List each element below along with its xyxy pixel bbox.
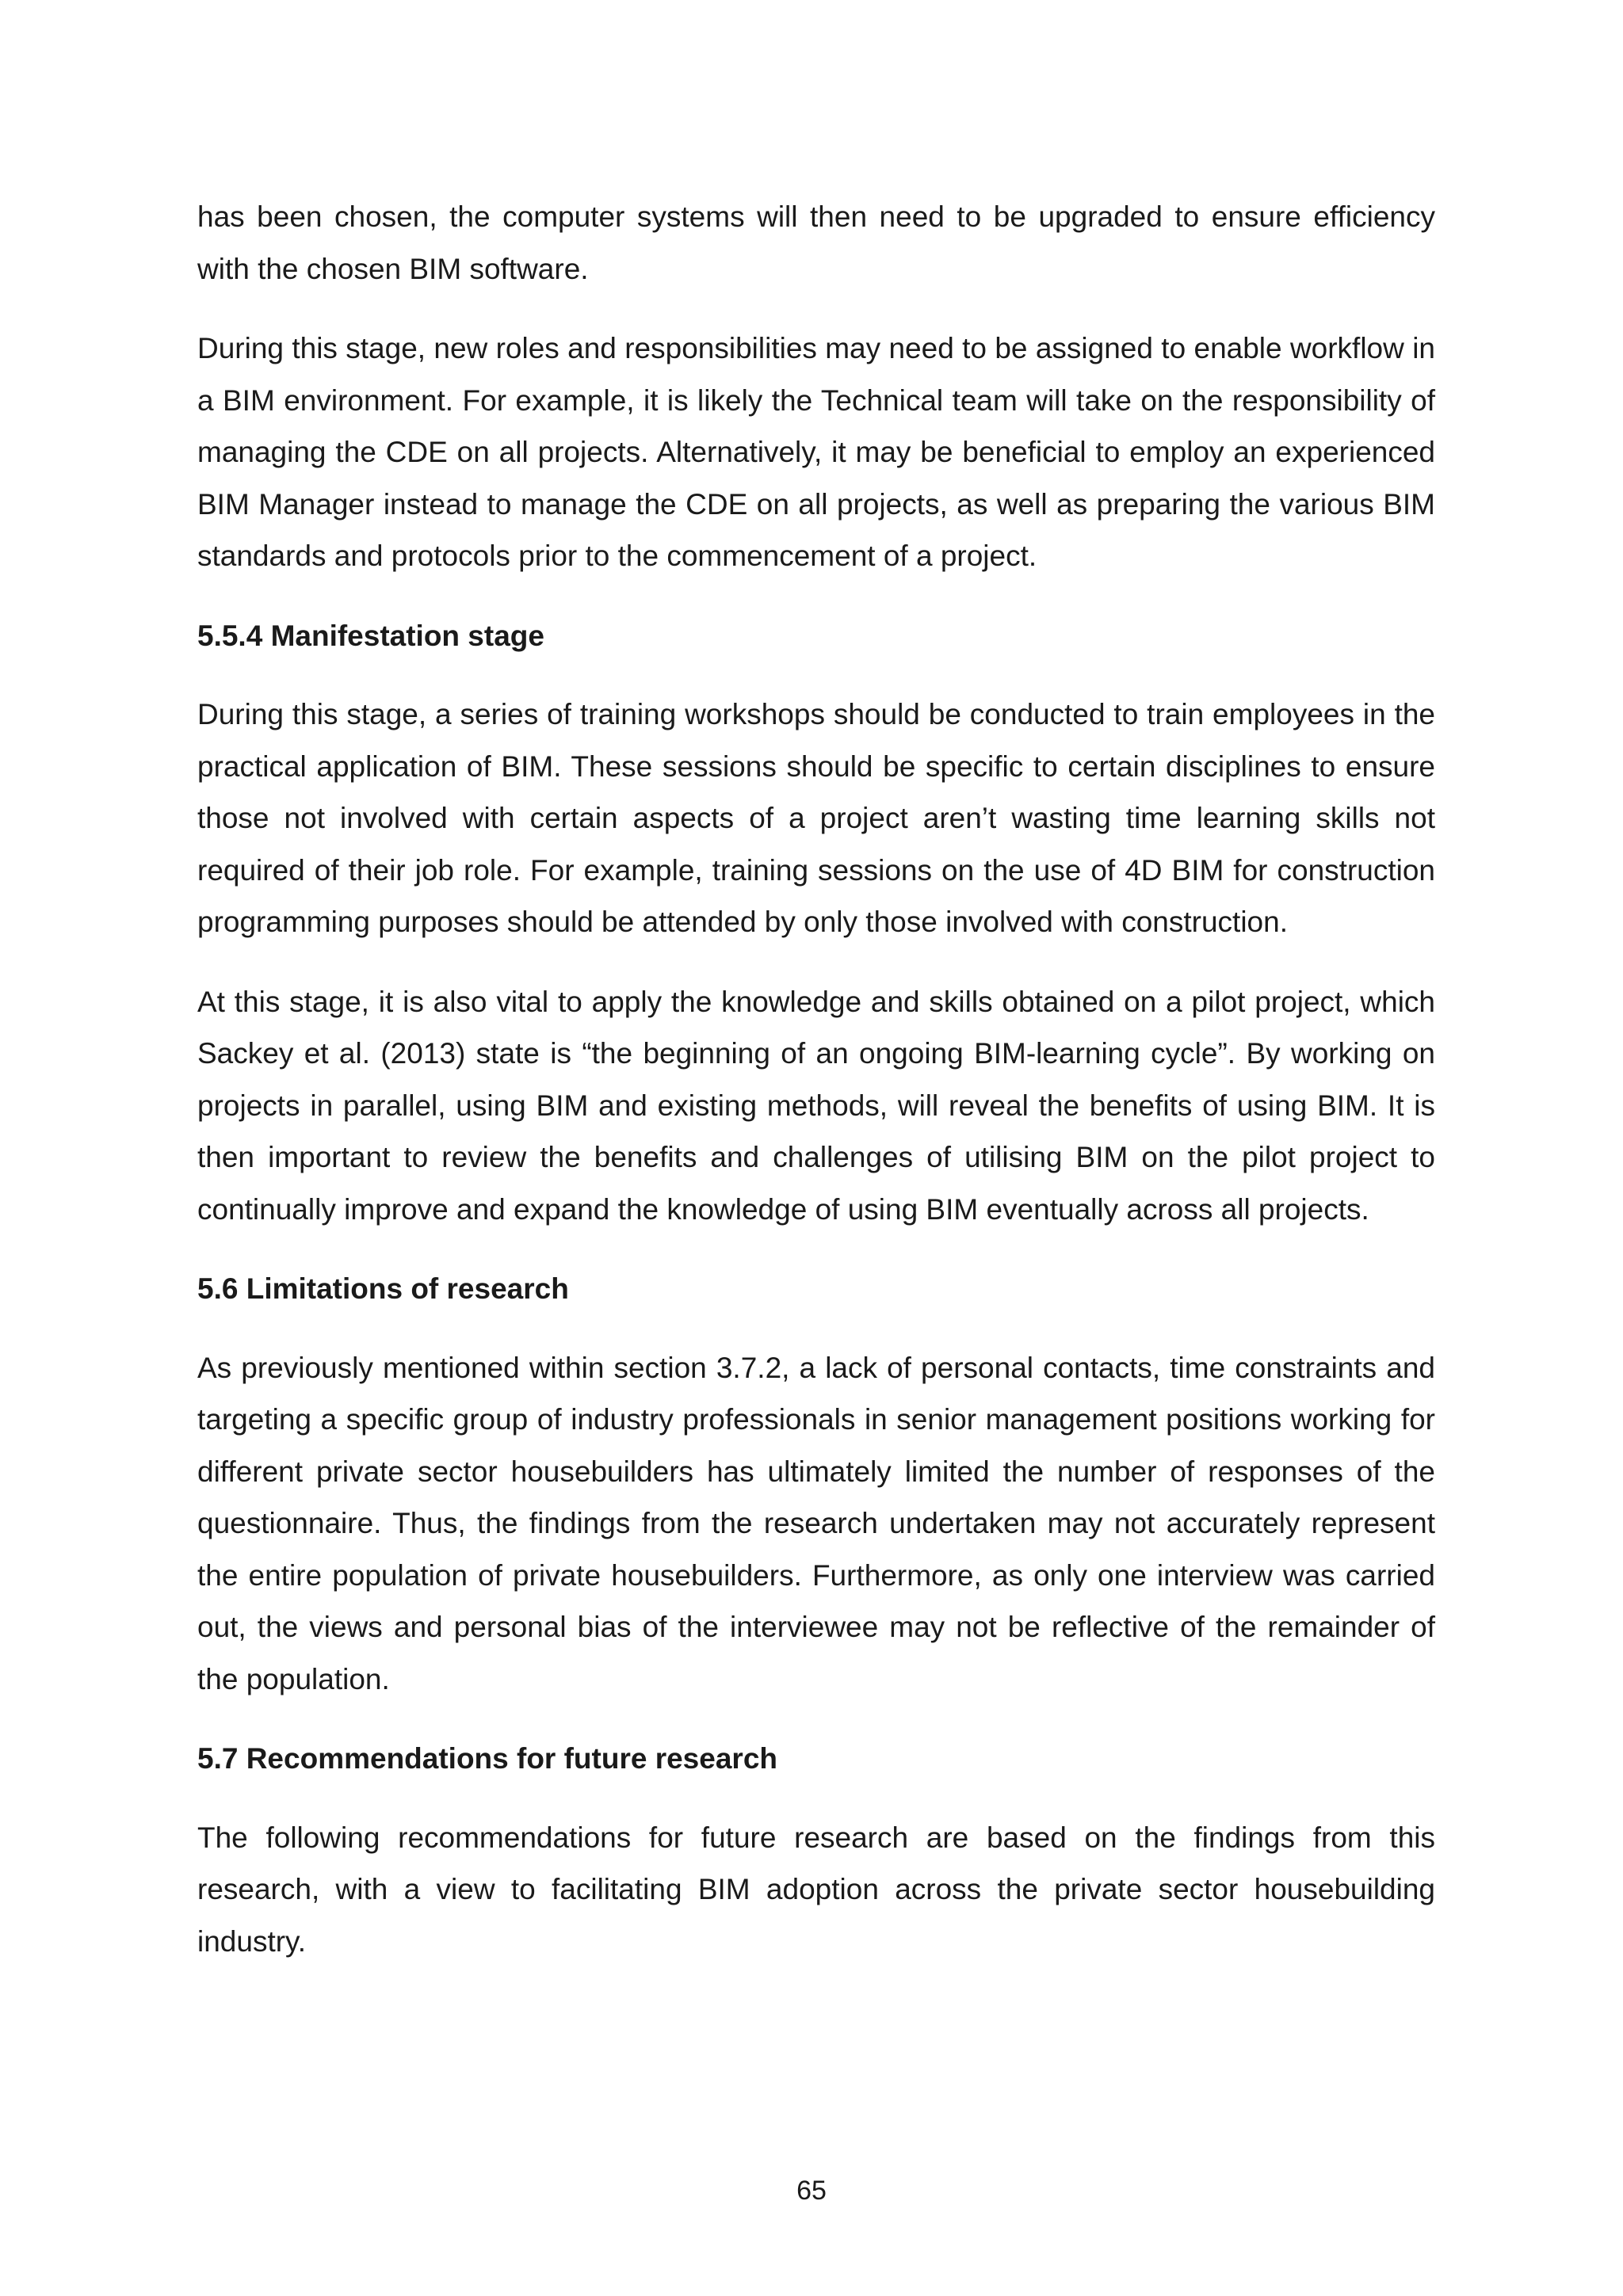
paragraph-training-workshops: During this stage, a series of training workshops should be conducted to train employees in the practical application of BIM. These sessions should be specific to certain disciplines to ensure those not involved with certain aspects of a project aren’t wasting time learning skills not required of their job role. For example, training sessions on the use of 4D BIM for construction programming purposes should be attended by only those involved with construction. <box>197 698 1435 938</box>
paragraph-pilot-project: At this stage, it is also vital to apply the knowledge and skills obtained on a pilot project, which Sackey et al. (2013) state is “the beginning of an ongoing BIM-learning cycle”. By working on projects in parallel, using BIM and existing methods, will reveal the benefits of using BIM. It is then important to review the benefits and challenges of utilising BIM on the pilot project to continually improve and expand the knowledge of using BIM eventually across all projects. <box>197 985 1435 1226</box>
paragraph-roles-responsibilities: During this stage, new roles and responsibilities may need to be assigned to enable workflow in a BIM environment. For example, it is likely the Technical team will take on the responsibility of managing the CDE on all projects. Alternatively, it may be beneficial to employ an experienced BIM Manager instead to manage the CDE on all projects, as well as preparing the various BIM standards and protocols prior to the commencement of a project. <box>197 332 1435 572</box>
paragraph-limitations: As previously mentioned within section 3.7.2, a lack of personal contacts, time constraints and targeting a specific group of industry professionals in senior management positions working for different private sector housebuilders has ultimately limited the number of responses of the questionnaire. Thus, the findings from the research undertaken may not accurately represent the entire population of private housebuilders. Furthermore, as only one interview was carried out, the views and personal bias of the interviewee may not be reflective of the remainder of the population. <box>197 1351 1435 1695</box>
heading-limitations-of-research: 5.6 Limitations of research <box>197 1272 569 1305</box>
paragraph-recommendations: The following recommendations for future research are based on the findings from this research, with a view to facilitating BIM adoption across the private sector housebuilding industry. <box>197 1821 1435 1958</box>
heading-manifestation-stage: 5.5.4 Manifestation stage <box>197 619 544 652</box>
page-body <box>197 191 1435 1995</box>
paragraph-continuation: has been chosen, the computer systems will then need to be upgraded to ensure efficiency with the chosen BIM software. <box>197 200 1435 285</box>
page-number: 65 <box>796 2176 827 2206</box>
heading-recommendations-future-research: 5.7 Recommendations for future research <box>197 1742 777 1775</box>
